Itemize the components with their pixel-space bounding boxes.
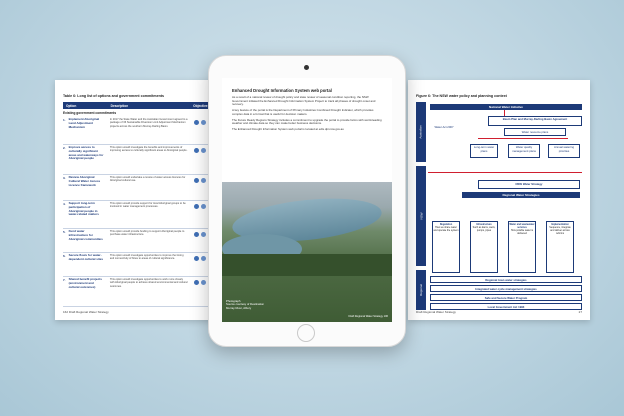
- section-label: Existing government commitments: [63, 111, 117, 115]
- row-desc: This option would provide funding to support Aboriginal people to purchase water infrastructure.: [109, 230, 185, 237]
- column-water-services: Water and wastewater services How potable water is delivered: [508, 221, 536, 273]
- band-nsw: NSW: [416, 166, 426, 266]
- landscape-photo: [222, 182, 392, 322]
- photo-footer: Draft Regional Water Strategy 106: [348, 315, 388, 318]
- table-title: Table 6: Long list of options and government commitments: [63, 94, 164, 98]
- article-paragraph: As a result of a national review of drought policy and state review of seasonal condition reporting, the NSW Government initiated the Enhanced Drought Information System Project to track all phases of drought onset and recovery.: [232, 95, 376, 107]
- column-implementation: Implementation Sequence, integrate and deliver across reforms: [546, 221, 574, 273]
- nsw-water-strategy: NSW Water Strategy: [478, 180, 580, 189]
- table-row: [63, 202, 231, 229]
- row-num: 1.: [63, 118, 66, 122]
- article-title: Enhanced Drought Information System web portal: [232, 88, 332, 93]
- tablet-screen: [222, 78, 392, 322]
- bottom-box: Local Government Act 1993: [430, 303, 582, 310]
- page-footer: Draft Regional Water Strategy: [416, 310, 456, 314]
- row-option: Shared benefit projects (environment and cultural outcomes): [68, 277, 102, 289]
- row-num: 5.: [63, 230, 66, 234]
- row-option: Fund water infrastructure for Aboriginal communities: [68, 229, 103, 241]
- row-option: Secure flows for water-dependent cultural sites: [68, 253, 104, 261]
- header-description: Description: [110, 103, 129, 108]
- row-desc: This option would provide support for local Aboriginal groups to be involved in water management processes.: [109, 202, 186, 209]
- row-desc: In 2017 the State Water and the Australian Government agreed to a package of 36 Sustainable Diversion Limit Adjustment Mechanism projects across the southern Murray-Darling Basin.: [109, 118, 188, 128]
- annual-priorities: Annual watering priorities: [548, 144, 580, 158]
- row-num: 7.: [63, 278, 66, 282]
- long-term-plans: Long-term water plans: [470, 144, 498, 158]
- table-row: [63, 254, 231, 277]
- row-desc: This option would investigate the benefits and improvements of improving access to culturally significant areas to Aboriginal people.: [109, 146, 188, 153]
- table-header: [63, 102, 231, 109]
- page-number: 27: [578, 310, 582, 314]
- bottom-box: Safe and Secure Water Program: [430, 294, 582, 301]
- table-row: [63, 230, 231, 253]
- water-resource-plans: Water resource plans: [504, 128, 566, 136]
- row-num: 3.: [63, 176, 66, 180]
- bottom-box: Regional town water strategies: [430, 276, 582, 283]
- row-num: 4.: [63, 202, 66, 206]
- home-button[interactable]: [297, 324, 315, 342]
- band-regional: Regional: [416, 270, 426, 310]
- header-objective: Objective: [193, 103, 208, 108]
- table-row: [63, 176, 231, 201]
- article-paragraph: The Future Ready Regions Strategy includes a commitment to upgrade the portal to provide farms with world-leading weather and climate data so they can make better business decisions.: [232, 117, 382, 126]
- basin-plan: Basin Plan and Murray-Darling Basin Agreement: [488, 116, 582, 126]
- row-desc: This option would investigate opportunities to work more closely with Aboriginal people to achieve shared environmental and cultural outcomes.: [109, 278, 188, 288]
- right-document-page: [408, 80, 590, 320]
- table-row: [63, 278, 231, 307]
- tablet-device: [208, 55, 406, 347]
- row-option: Implement Aboriginal Land Adjustment Mechanism: [68, 117, 100, 129]
- row-desc: This option would undertake a review of water access licences for Aboriginal cultural use.: [109, 176, 186, 183]
- header-option: Option: [66, 103, 77, 108]
- band-australian: Australian: [416, 102, 426, 162]
- connector: [478, 138, 568, 139]
- row-desc: This option would investigate opportunities to improve the timing and connectivity of flows to areas of cultural significance.: [109, 254, 184, 261]
- row-option: Improve access to culturally significant areas and waterways for Aboriginal people: [68, 145, 104, 161]
- row-option: Support long-term participation of Aboriginal people in water-related matters: [68, 201, 99, 217]
- row-num: 6.: [63, 254, 66, 258]
- row-option: Review Aboriginal Cultural Water Access Licence framework: [68, 175, 101, 187]
- table-row: [63, 118, 231, 145]
- article-paragraph: The Enhanced Drought Information System web portal is located at edis.dpi.nsw.gov.au: [232, 126, 344, 131]
- table-row: [63, 146, 231, 175]
- page-footer: 162 Draft Regional Water Strategy: [63, 310, 109, 314]
- connector: [428, 172, 582, 173]
- regional-water-strategies: Regional Water Strategies: [462, 192, 580, 198]
- water-quality-plans: Water quality management plans: [508, 144, 540, 158]
- bottom-box: Integrated water cycle management strategies: [430, 285, 582, 292]
- photo-caption: Photograph Source courtesy of Destination Murray River, Albury: [226, 298, 265, 310]
- tree-line: [222, 254, 392, 276]
- national-water-initiative: National Water Initiative: [430, 104, 582, 110]
- camera-icon: [304, 65, 309, 70]
- figure-title: Figure 6: The NSW water policy and planning context: [416, 94, 507, 98]
- column-infrastructure: Infrastructure Such as dams, weirs, pumps, pipes: [470, 221, 498, 273]
- column-regulation: Regulation How we share water and operate the system: [432, 221, 460, 273]
- row-num: 2.: [63, 146, 66, 150]
- article-text: [232, 88, 382, 134]
- water-act: Water Act 2007: [432, 124, 456, 138]
- article-paragraph: A key feature of the portal is the Department of Primary Industries Combined Drought Indicator, which provides complex data in a format that is useful for decision makers.: [232, 108, 374, 116]
